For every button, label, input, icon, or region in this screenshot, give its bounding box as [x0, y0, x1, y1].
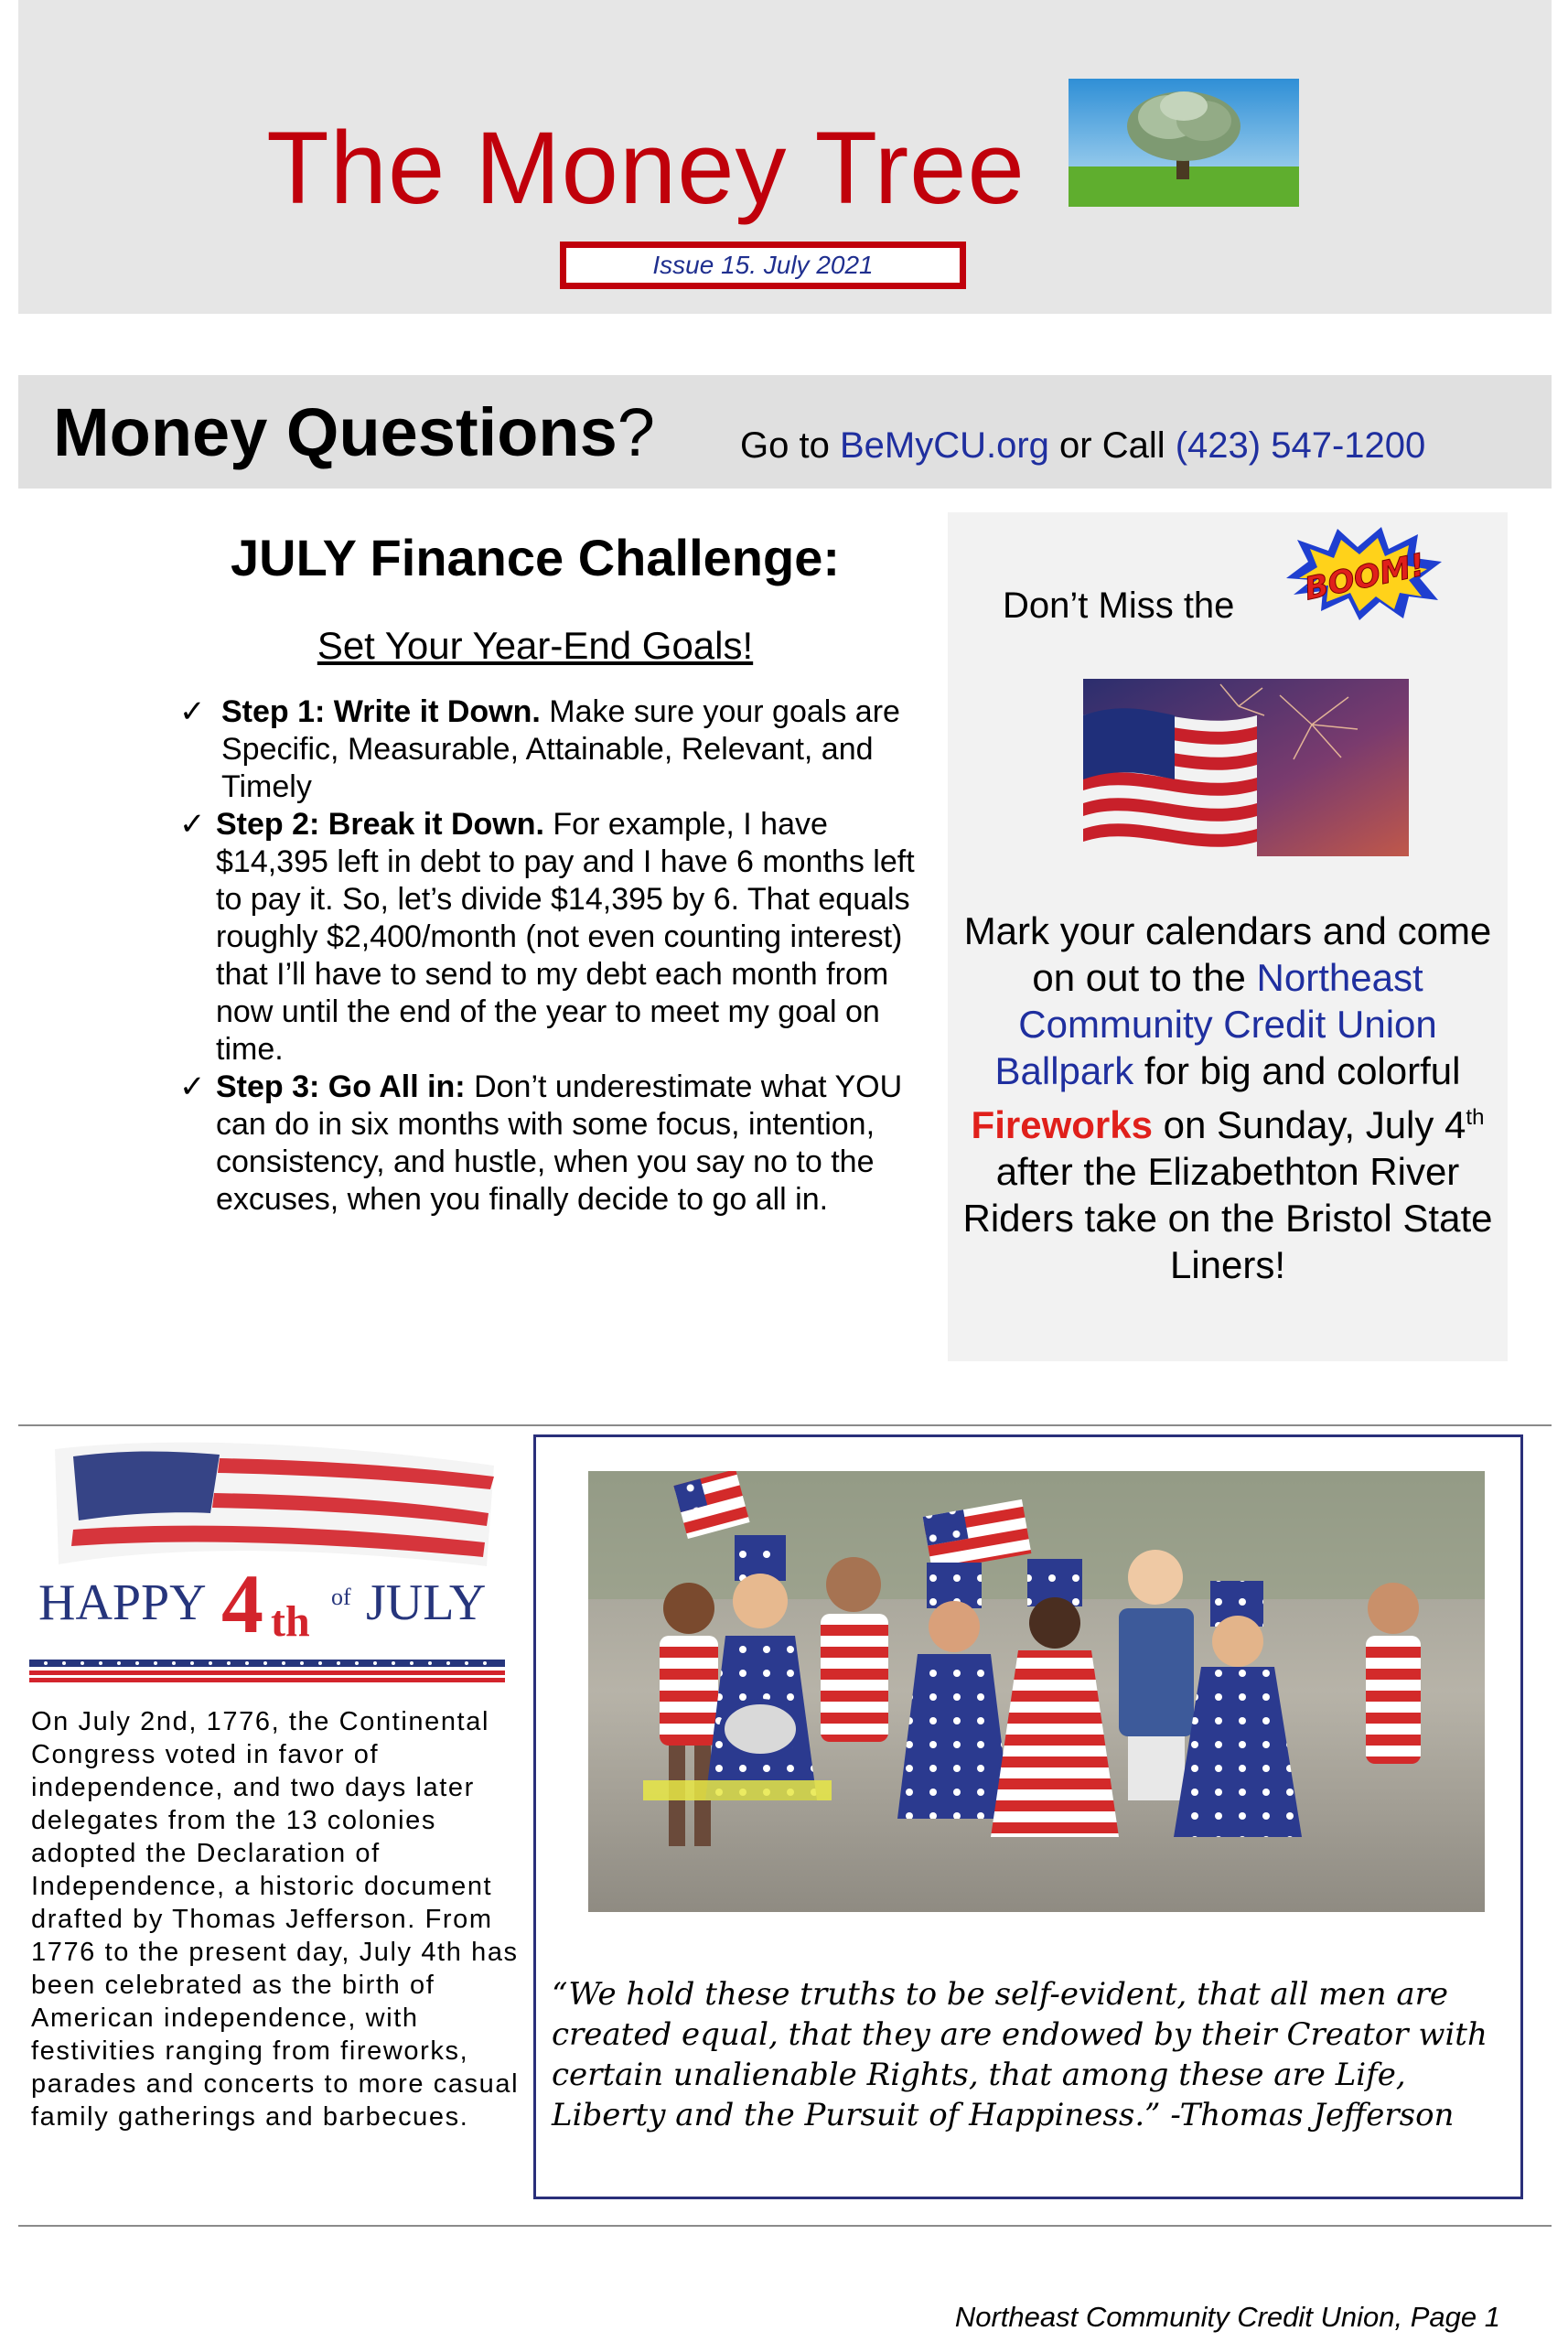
jefferson-quote: “We hold these truths to be self-evident, that all men are created equal, that they are endowed by their Creator with certain unalienable Rights, that among these are Life, Liberty and the Pursuit of Happiness.” -Thomas Jefferson: [552, 1976, 1487, 2133]
page-footer: Northeast Community Credit Union, Page 1: [954, 2301, 1500, 2333]
divider: [18, 1424, 1552, 1426]
boom-text: BOOM!: [1301, 546, 1429, 608]
happy-fourth-graphic: [18, 1429, 510, 1694]
issue-label: Issue 15. July 2021: [560, 242, 966, 289]
boom-burst-icon: [1281, 523, 1445, 624]
of-text: of: [331, 1584, 351, 1610]
list-item: ✓ Step 3: Go All in: Don’t underestimate what YOU can do in six months with some focus, intention, consistency, and hustle, when you say no to the excuses, when you finally decide to go all in.: [179, 1069, 903, 1217]
money-tree-image: [1069, 79, 1299, 207]
happy-text: HAPPY: [38, 1574, 207, 1631]
th-text: th: [271, 1597, 310, 1646]
phone-link[interactable]: (423) 547-1200: [1175, 425, 1426, 466]
fireworks-description: Mark your calendars and come on out to the Northeast Community Credit Union Ballpark for big and colorful Fireworks on Sunday, July 4th after the Elizabethton River Riders take on the Bristol State Liners!: [962, 909, 1493, 1286]
checkmark-icon: ✓: [179, 694, 206, 729]
dont-miss-text: Don’t Miss the: [1003, 586, 1235, 626]
list-item: ✓ Step 1: Write it Down. Make sure your goals are Specific, Measurable, Attainable, Relevant, and Timely: [179, 694, 900, 804]
checkmark-icon: ✓: [179, 1069, 206, 1104]
newsletter-title: The Money Tree: [266, 111, 1026, 225]
website-link[interactable]: BeMyCU.org: [839, 425, 1049, 466]
july-text: JULY: [366, 1574, 487, 1631]
challenge-title: JULY Finance Challenge:: [231, 529, 840, 586]
checkmark-icon: ✓: [179, 807, 206, 842]
divider: [18, 2225, 1552, 2227]
money-questions-heading: Money Questions?: [53, 394, 655, 470]
flag-fireworks-image: [1083, 679, 1409, 856]
parade-photo: [588, 1471, 1485, 1912]
challenge-subtitle: Set Your Year-End Goals!: [317, 624, 754, 667]
four-text: 4: [221, 1557, 263, 1650]
fireworks-word: Fireworks: [971, 1103, 1153, 1146]
ballpark-name: Northeast Community Credit Union Ballpark: [994, 956, 1437, 1092]
history-paragraph: On July 2nd, 1776, the Continental Congress voted in favor of independence, and two days later delegates from the 13 colonies adopted the Declaration of Independence, a historic document drafted by Thomas Jefferson. From 1776 to the present day, July 4th has been celebrated as the birth of American independence, with festivities ranging from fireworks, parades and concerts to more casual family gatherings and barbecues.: [31, 1707, 520, 2132]
steps-list: [179, 693, 929, 1219]
list-item: ✓ Step 2: Break it Down. For example, I have $14,395 left in debt to pay and I have 6 months left to pay it. So, let’s divide $14,395 by 6. That equals roughly $2,400/month (not even counting interest) that I’ll have to send to my debt each month from now until the end of the year to meet my goal on time.: [179, 807, 915, 1067]
contact-line: Go to BeMyCU.org or Call (423) 547-1200: [740, 425, 1426, 466]
